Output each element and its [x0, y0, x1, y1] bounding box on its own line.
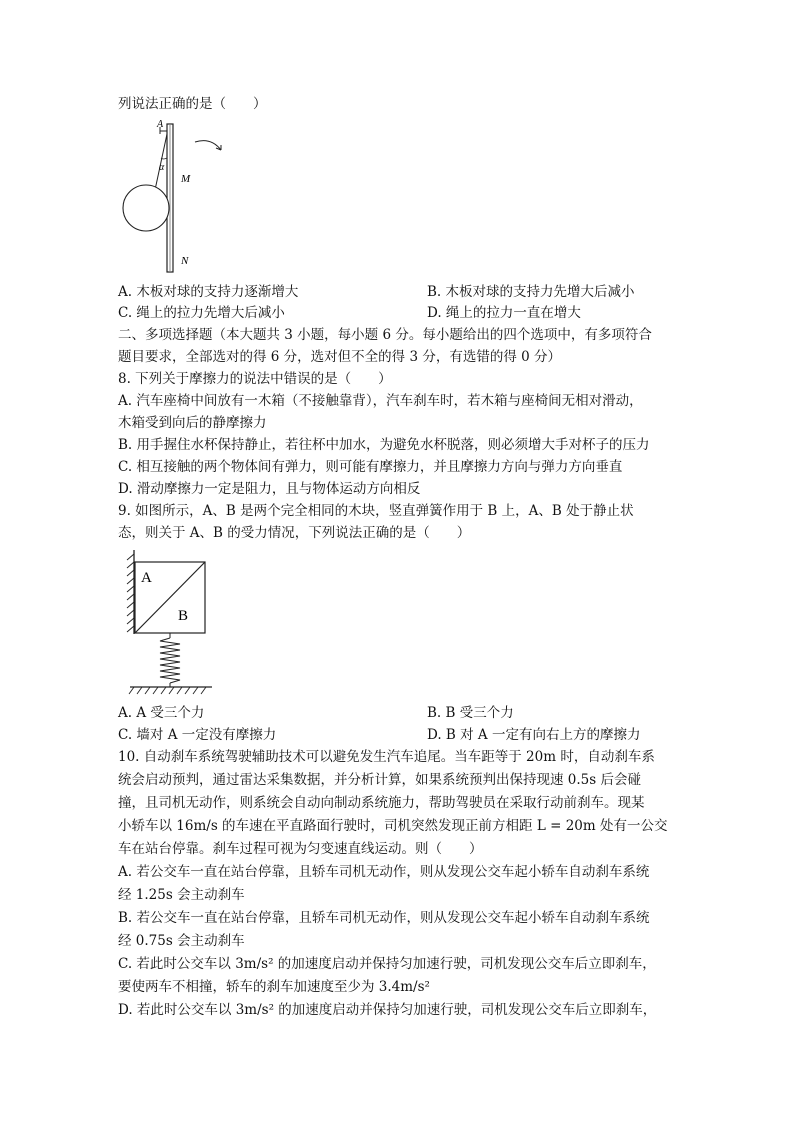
q10-stem-line5: 车在站台停靠。刹车过程可视为匀变速直线运动。则（ ） — [118, 841, 483, 857]
spring — [160, 633, 180, 687]
label-alpha: α — [159, 162, 165, 173]
q10-stem-line1: 10. 自动刹车系统驾驶辅助技术可以避免发生汽车追尾。当车距等于 20m 时，自动刹车系 — [118, 749, 655, 765]
q9-option-d: D. B 对 A 一定有向右上方的摩擦力 — [427, 727, 641, 743]
q10-stem-line2: 统会启动预判，通过雷达采集数据，并分析计算，如果系统预判出保持现速 0.5s 后会碰 — [118, 772, 641, 788]
q8-option-a-line2: 木箱受到向后的静摩擦力 — [118, 415, 267, 431]
q7-stem-tail: 列说法正确的是（ ） — [118, 96, 267, 112]
q9-option-a: A. A 受三个力 — [118, 705, 205, 721]
q8-stem: 8. 下列关于摩擦力的说法中错误的是（ ） — [118, 371, 392, 387]
q10-stem-line3: 撞，且司机无动作，则系统会自动向制动系统施力，帮助驾驶员在采取行动前刹车。现某 — [118, 795, 645, 811]
q10-option-a-line2: 经 1.25s 会主动刹车 — [118, 887, 245, 903]
q8-option-d: D. 滑动摩擦力一定是阻力，且与物体运动方向相反 — [118, 481, 421, 497]
q7-option-b: B. 木板对球的支持力先增大后减小 — [427, 284, 635, 300]
block-b-label: B — [178, 608, 189, 624]
block-a-label: A — [141, 570, 152, 586]
q8-option-c: C. 相互接触的两个物体间有弹力，则可能有摩擦力，并且摩擦力方向与弹力方向垂直 — [118, 459, 623, 475]
q9-stem-line2: 态，则关于 A、B 的受力情况，下列说法正确的是（ ） — [118, 525, 471, 541]
label-A: A — [157, 119, 164, 130]
ball — [123, 185, 169, 231]
q8-option-b: B. 用手握住水杯保持静止，若往杯中加水，为避免水杯脱落，则必须增大手对杯子的压力 — [118, 437, 650, 453]
q7-option-a: A. 木板对球的支持力逐渐增大 — [118, 284, 299, 300]
q9-figure — [120, 548, 220, 700]
q9-option-b: B. B 受三个力 — [427, 705, 514, 721]
q10-option-a-line1: A. 若公交车一直在站台停靠，且轿车司机无动作，则从发现公交车起小轿车自动刹车系统 — [118, 864, 650, 880]
label-M: M — [181, 173, 191, 185]
q7-option-c: C. 绳上的拉力先增大后减小 — [118, 305, 285, 321]
q10-option-d-line1: D. 若此时公交车以 3m/s² 的加速度启动并保持匀加速行驶，司机发现公交车后立即刹车， — [118, 1002, 657, 1018]
q10-option-c-line2: 要使两车不相撞，轿车的刹车加速度至少为 3.4m/s² — [118, 979, 430, 995]
q7-figure — [115, 112, 235, 274]
q10-stem-line4: 小轿车以 16m/s 的车速在平直路面行驶时，司机突然发现正前方相距 L = 20m 处有一公交 — [118, 818, 668, 834]
section2-heading-line2: 题目要求，全部选对的得 6 分，选对但不全的得 3 分，有选错的得 0 分） — [118, 349, 562, 365]
q7-option-d: D. 绳上的拉力一直在增大 — [427, 305, 581, 321]
q9-stem-line1: 9. 如图所示，A、B 是两个完全相同的木块，竖直弹簧作用于 B 上，A、B 处于静止状 — [118, 503, 634, 519]
label-N: N — [181, 255, 189, 267]
q10-option-b-line1: B. 若公交车一直在站台停靠，且轿车司机无动作，则从发现公交车起小轿车自动刹车系统 — [118, 910, 650, 926]
section2-heading-line1: 二、多项选择题（本大题共 3 小题，每小题 6 分。每小题给出的四个选项中，有多项符合 — [118, 327, 652, 343]
q8-option-a-line1: A. 汽车座椅中间放有一木箱（不接触靠背），汽车刹车时，若木箱与座椅间无相对滑动， — [118, 393, 643, 409]
q10-option-b-line2: 经 0.75s 会主动刹车 — [118, 933, 245, 949]
q10-option-c-line1: C. 若此时公交车以 3m/s² 的加速度启动并保持匀加速行驶，司机发现公交车后立即刹车， — [118, 956, 656, 972]
q9-option-c: C. 墙对 A 一定没有摩擦力 — [118, 727, 277, 743]
